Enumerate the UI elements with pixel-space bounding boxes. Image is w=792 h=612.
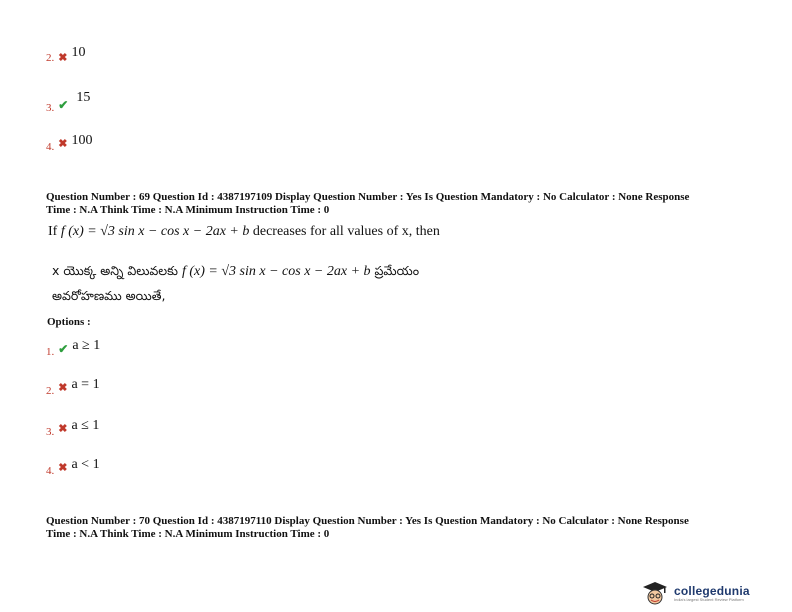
option-number: 4. bbox=[46, 141, 55, 153]
option-number: 2. bbox=[46, 52, 55, 64]
telugu-part-2: ప్రమేయం bbox=[374, 263, 420, 278]
meta-line-2: Time : N.A Think Time : N.A Minimum Instruction Time : 0 bbox=[46, 528, 330, 540]
option-number: 1. bbox=[46, 346, 55, 358]
option-4 bbox=[46, 455, 100, 477]
option-value: a = 1 bbox=[71, 377, 100, 392]
option-value: a ≤ 1 bbox=[71, 418, 100, 433]
option-value: a ≥ 1 bbox=[72, 338, 101, 353]
cross-icon: ✖ bbox=[58, 52, 68, 64]
options-label: Options : bbox=[47, 316, 91, 328]
telugu-formula: f (x) = √3 sin x − cos x − 2ax + b bbox=[182, 264, 371, 279]
prev-option-3 bbox=[46, 90, 91, 114]
option-value: 10 bbox=[71, 45, 86, 60]
option-number: 2. bbox=[46, 385, 55, 397]
option-1 bbox=[46, 336, 101, 358]
question-prefix: If bbox=[48, 224, 58, 239]
question-70-meta bbox=[46, 515, 766, 541]
question-english bbox=[48, 224, 440, 240]
option-value: a < 1 bbox=[71, 457, 100, 472]
cross-icon: ✖ bbox=[58, 462, 68, 474]
option-number: 3. bbox=[46, 102, 55, 114]
question-telugu bbox=[52, 262, 419, 282]
logo-tagline: India's largest Student Review Platform bbox=[674, 597, 744, 602]
option-2 bbox=[46, 375, 100, 397]
option-number: 4. bbox=[46, 465, 55, 477]
option-value: 15 bbox=[76, 90, 91, 105]
option-number: 3. bbox=[46, 426, 55, 438]
option-value: 100 bbox=[71, 133, 93, 148]
question-suffix: decreases for all values of x, then bbox=[252, 224, 440, 239]
collegedunia-logo bbox=[640, 580, 750, 606]
cross-icon: ✖ bbox=[58, 423, 68, 435]
option-3 bbox=[46, 416, 100, 438]
meta-line-2: Time : N.A Think Time : N.A Minimum Instruction Time : 0 bbox=[46, 204, 330, 216]
check-icon: ✔ bbox=[58, 98, 69, 112]
logo-name: collegedunia bbox=[674, 584, 750, 598]
question-69-meta bbox=[46, 191, 766, 217]
telugu-part-1: x యొక్క అన్ని విలువలకు bbox=[52, 263, 178, 278]
prev-option-4 bbox=[46, 131, 93, 153]
question-formula: f (x) = √3 sin x − cos x − 2ax + b bbox=[60, 224, 250, 239]
cross-icon: ✖ bbox=[58, 138, 68, 150]
telugu-line-2: అవరోహణము అయితే, bbox=[52, 288, 166, 303]
check-icon: ✔ bbox=[58, 342, 69, 356]
meta-line-1: Question Number : 69 Question Id : 4387197109 Display Question Number : Yes Is Question Mandatory : No Calculator : None Response bbox=[46, 191, 690, 203]
prev-option-2 bbox=[46, 45, 86, 66]
cross-icon: ✖ bbox=[58, 382, 68, 394]
meta-line-1: Question Number : 70 Question Id : 4387197110 Display Question Number : Yes Is Question Mandatory : No Calculator : None Response bbox=[46, 515, 689, 527]
graduate-mascot-icon bbox=[640, 580, 670, 606]
